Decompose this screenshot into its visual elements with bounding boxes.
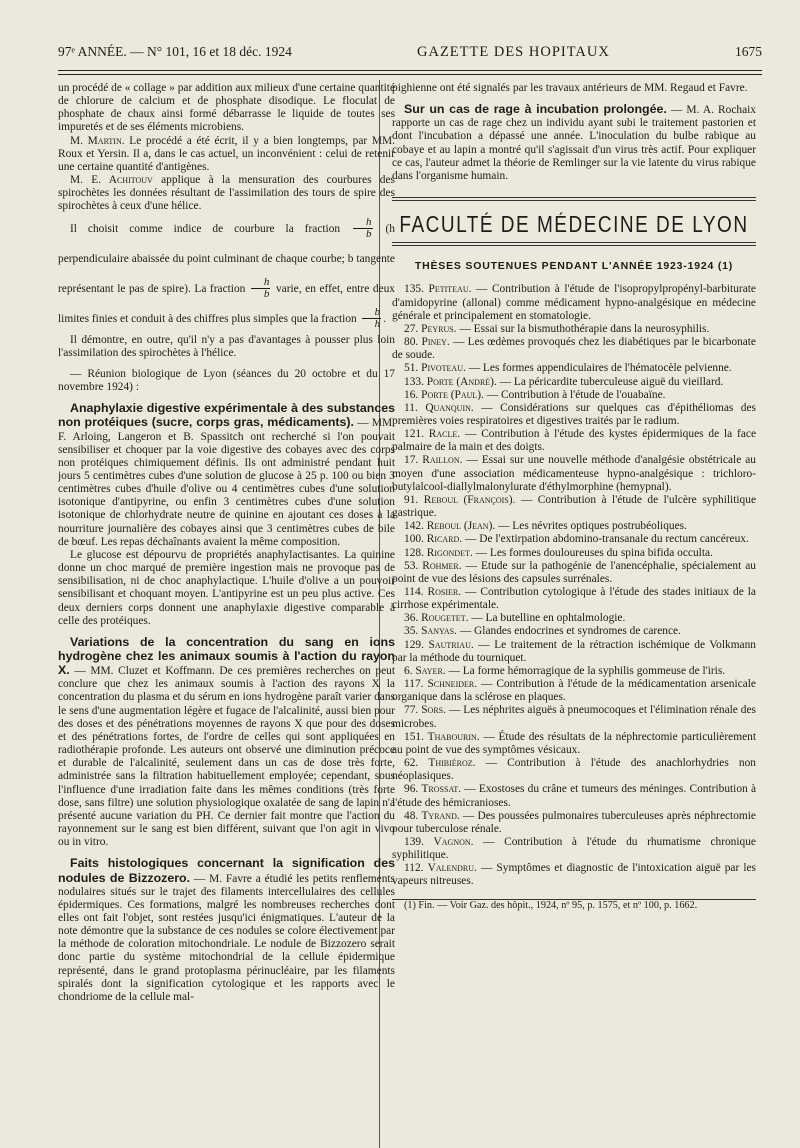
paragraph: un procédé de « collage » par addition aux milieux d'une certaine quantité de chlorure de calcium et de phosphate disodique. Le floculat de phosphate de chaux ainsi formé débarrasse le liquide de toutes ses impuretés et de ses éléments microbiens.	[58, 82, 395, 134]
thesis-entry	[392, 810, 756, 836]
fraction-h-over-b	[353, 217, 373, 240]
section-rule	[392, 242, 756, 246]
thesis-entry	[392, 560, 756, 586]
thesis-author: Petiteau.	[428, 283, 472, 296]
thesis-author: Valendru.	[427, 862, 477, 875]
section-text: — M. Favre a étudié les petits renflements nodulaires situés sur le trajet des filaments intercellulaires des cellules épidermiques. Ces formations, malgré les nombreuses recherches dont elles ont fait l'objet, sont restées jusqu'ici énigmatiques. L'auteur de la note démontre que la substance de ces nodules se colore électivement par la méthode de coloration mitochondriale. Le nodule de Bizzozero serait donc partie du système mitochondrial de la cellule épidermique représenté, dans le grand protoplasma périnucléaire, par les filaments spiralés dont la signification cytologique et les rapports avec le chondriome de la cellule mal-	[58, 872, 395, 1003]
thesis-title: — Les néphrites aiguës à pneumocoques et l'élimination rénale des microbes.	[392, 704, 756, 730]
thesis-title: — Contribution à l'étude de la médicamentation arsenicale organique dans la sclérose en plaques.	[392, 678, 756, 704]
thesis-number: 53.	[404, 559, 419, 572]
thesis-title: — Contribution à l'étude de l'ulcère syphilitique gastrique.	[392, 493, 756, 520]
thesis-entry	[392, 678, 756, 704]
section-rage	[392, 103, 756, 183]
thesis-number: 91.	[404, 493, 419, 506]
thesis-number: 48.	[404, 809, 419, 822]
thesis-title: — Les formes douloureuses du spina bifida occulta.	[472, 546, 713, 559]
thesis-author: Racle.	[428, 428, 461, 441]
thesis-entry	[392, 547, 756, 560]
page-number: 1675	[734, 44, 762, 59]
thesis-author: Reboul (Jean).	[426, 520, 496, 533]
thesis-entry	[392, 836, 756, 862]
thesis-number: 121.	[404, 428, 424, 441]
thesis-number: 142.	[404, 520, 424, 533]
thesis-title: — Exostoses du crâne et tumeurs des méninges. Contribution à l'étude des hémicranioses.	[392, 783, 756, 809]
thesis-number: 6.	[404, 664, 413, 677]
formula-text: (h perpendiculaire abaissée du point culminant de chaque courbe;	[58, 222, 395, 265]
fraction-denominator: h	[362, 318, 382, 330]
thesis-title: — Symptômes et diagnostic de l'intoxication aiguë par les vapeurs nitreuses.	[392, 862, 756, 888]
thesis-number: 80.	[404, 336, 419, 349]
thesis-author: Thabourin.	[427, 730, 480, 743]
fraction-numerator: b	[374, 306, 381, 319]
section-text: — MM. Cluzet et Koffmann. De ces premières recherches on peut conclure que chez les animaux soumis à l'action des rayons X la concentration du plasma et du sérum en ions hydrogène paraît varier dans le sens d'une augmentation légère et fugace de l'alcalinité, aussi bien pour des doses et des pénétrations moyennes de rayons X que pour des doses et des pénétrations fortes, de l'ordre de celles qui sont appliquées en radiothérapie profonde. Les auteurs ont observé une diminution précoce et durable de l'alcalinité, seulement dans un cas de dose très forte, administrée sans la filtration habituellement employée; cependant, sous l'influence d'une irradiation faite dans les mêmes conditions (très forte dose, sans filtre) une solution physiologique oxalatée de sang de lapin n'a présenté aucune variation du PH. Ce dernier fait montre que l'action du rayonnement sur le sang est bien différent, suivant que l'on agit in vivo ou in vitro.	[58, 665, 395, 849]
faculty-title: FACULTÉ DE MÉDECINE DE LYON	[399, 212, 749, 239]
thesis-author: Quanquin.	[425, 401, 474, 414]
thesis-title: — Les formes appendiculaires de l'hématocèle pelvienne.	[465, 362, 732, 375]
formula-text: en effet, entre deux limites finies et conduit à des chiffres plus simples que la fraction	[58, 282, 395, 325]
section-bizzozero	[58, 857, 395, 1004]
thesis-number: 16.	[404, 388, 419, 401]
thesis-author: Rougetet.	[421, 612, 469, 625]
thesis-entry	[392, 283, 756, 322]
speaker-name: M. Martin.	[70, 134, 125, 147]
thesis-title: — Contribution à l'étude des kystes épidermiques de la face palmaire de la main et des doigts.	[392, 428, 756, 454]
thesis-author: Sors.	[421, 704, 446, 717]
thesis-author: Ricard.	[426, 533, 463, 546]
thesis-entry	[392, 454, 756, 493]
header-rule-2	[58, 74, 762, 75]
thesis-entry	[392, 639, 756, 665]
thesis-number: 139.	[404, 835, 424, 848]
thesis-number: 151.	[404, 730, 424, 743]
thesis-number: 128.	[404, 546, 424, 559]
thesis-title: — De l'extirpation abdomino-transanale du rectum cancéreux.	[462, 533, 749, 546]
thesis-author: Vagnon.	[433, 835, 474, 848]
thesis-author: Schneider.	[427, 678, 478, 691]
right-column	[392, 82, 756, 1148]
thesis-title: — Contribution cytologique à l'étude des stades initiaux de la cirrhose expérimentale.	[392, 586, 756, 612]
section-heading: Variations de la concentration du sang en ions hydrogène chez les animaux soumis à l'action du rayon X.	[58, 634, 395, 678]
thesis-entry	[392, 402, 756, 428]
thesis-author: Trossat.	[421, 783, 462, 796]
paragraph-text: applique à la mensuration des courbures des spirochètes les données résultant de l'assimilation des tours de spire des spirochètes à ceux d'une hélice.	[58, 174, 395, 213]
page-header	[58, 44, 762, 66]
section-heading: Faits histologiques concernant la signification des nodules de Bizzozero.	[58, 856, 395, 885]
formula-text: Il choisit comme indice de courbure la fraction	[70, 222, 341, 235]
theses-title: THÈSES SOUTENUES PENDANT L'ANNÉE 1923-1924 (1)	[414, 260, 734, 273]
thesis-number: 114.	[404, 586, 424, 598]
footnote: (1) Fin. — Voir Gaz. des hôpit., 1924, nº 95, p. 1575, et nº 100, p. 1662.	[404, 899, 698, 911]
paragraph: Il démontre, en outre, qu'il n'y a pas d'avantages à pousser plus loin l'assimilation des spirochètes à l'hélice.	[58, 333, 395, 359]
thesis-author: Tyrand.	[421, 809, 460, 822]
thesis-number: 36.	[404, 612, 419, 625]
thesis-entry	[392, 533, 756, 546]
thesis-entry	[392, 625, 756, 638]
thesis-author: Raillon.	[422, 454, 463, 467]
thesis-title: — Contribution à l'étude de l'ouabaïne.	[483, 388, 666, 401]
thesis-author: Rigondet.	[426, 546, 473, 559]
paragraph: — Réunion biologique de Lyon (séances du 20 octobre et du 17 novembre 1924) :	[58, 367, 395, 394]
thesis-title: — Étude des résultats de la néphrectomie particulièrement au point de vue des symptômes vésicaux.	[392, 730, 756, 756]
thesis-title: — Considérations sur quelques cas d'épithéliomas des premières voies respiratoires et digestives traités par le radium.	[392, 401, 756, 427]
thesis-entry	[392, 389, 756, 402]
header-rule	[58, 70, 762, 71]
thesis-title: — Glandes endocrines et syndromes de carence.	[456, 625, 681, 638]
thesis-number: 133.	[404, 375, 424, 388]
thesis-entry	[392, 704, 756, 730]
thesis-number: 100.	[404, 533, 424, 546]
thesis-entry	[392, 362, 756, 375]
formula-paragraph	[58, 214, 395, 334]
thesis-number: 135.	[404, 283, 424, 296]
thesis-title: — Essai sur la bismuthothérapie dans la neurosyphilis.	[456, 322, 710, 335]
section-anaphylaxie	[58, 402, 395, 549]
thesis-title: — La butelline en ophtalmologie.	[468, 612, 626, 625]
thesis-author: Peyrus.	[421, 322, 457, 335]
section-variations	[58, 636, 395, 850]
paragraph-text: Le procédé a été écrit, il y a bien longtemps, par MM. Roux et Yersin. Il a, dans le cas actuel, un inconvénient : celui de retenir une certaine quantité d'antigènes.	[58, 134, 395, 173]
fraction-numerator: h	[366, 216, 372, 229]
formula-text: varie,	[275, 282, 302, 295]
fraction-denominator: b	[353, 228, 373, 240]
thesis-author: Piney.	[421, 336, 450, 349]
thesis-number: 112.	[404, 862, 424, 875]
speaker-name: M. E. Achitouv	[70, 174, 153, 187]
fraction-numerator: h	[263, 276, 270, 289]
thesis-entry	[392, 731, 756, 757]
thesis-author: Thibiéroz.	[428, 757, 476, 770]
thesis-title: — Contribution à l'étude du rhumatisme chronique syphilitique.	[392, 835, 756, 862]
thesis-author: Porte (André).	[426, 375, 497, 388]
thesis-title: — Essai sur une nouvelle méthode d'analgésie obstétricale au moyen d'une association médicamenteuse hypno-analgésique : trichloro-butylalcool-diallylmalonylurate d'éthylmorphine (hemypnal).	[392, 454, 756, 493]
issue-info: 97ᵉ ANNÉE. — N° 101, 16 et 18 déc. 1924	[58, 44, 292, 59]
thesis-author: Rosier.	[427, 586, 462, 598]
thesis-number: 17.	[404, 454, 419, 467]
thesis-author: Reboul (François).	[423, 493, 516, 506]
thesis-author: Rohmer.	[422, 559, 462, 572]
thesis-number: 117.	[404, 678, 424, 691]
thesis-entry	[392, 323, 756, 336]
section-heading: Sur un cas de rage à incubation prolongée.	[404, 102, 667, 117]
thesis-entry	[392, 586, 756, 612]
thesis-number: 35.	[404, 625, 419, 638]
paragraph: Le glucose est dépourvu de propriétés anaphylactisantes. La quinine donne un choc marqué de première ingestion mais ne provoque pas de sensibilisation, ni de choc anaphylactique. L'huile d'olive a un pouvoir sensibilisant et choquant moyen. L'antipyrine est un peu plus active. Ces deux derniers corps donnent une anaphylaxie digestive comparable à celle des protéiques.	[58, 548, 395, 627]
theses-list	[392, 283, 756, 888]
thesis-title: — Etude sur la pathogénie de l'anencéphalie, spécialement au point de vue des lésions des capsules surrénales.	[392, 559, 756, 585]
thesis-author: Porte (Paul).	[421, 388, 484, 401]
fraction-denominator: b	[251, 288, 271, 300]
thesis-title: — Les névrites optiques postrubéoliques.	[495, 520, 687, 533]
thesis-title: — La forme hémorragique de la syphilis gommeuse de l'iris.	[445, 664, 726, 677]
thesis-author: Sayer.	[415, 664, 446, 677]
thesis-entry	[392, 665, 756, 678]
thesis-entry	[392, 336, 756, 362]
thesis-number: 62.	[404, 757, 419, 770]
thesis-entry	[392, 612, 756, 625]
thesis-entry	[392, 520, 756, 533]
thesis-title: — Le traitement de la rétraction ischémique de Volkmann par la méthode du tourniquet.	[392, 638, 756, 664]
thesis-author: Pivoteau.	[421, 362, 466, 375]
thesis-entry	[392, 428, 756, 454]
section-heading: Anaphylaxie digestive expérimentale à des substances non protéiques (sucre, corps gras, médicaments).	[58, 401, 395, 430]
formula-text: .	[383, 312, 386, 325]
journal-title: GAZETTE DES HOPITAUX	[417, 44, 610, 60]
thesis-title: — Les œdèmes provoqués chez les diabétiques par le bicarbonate de soude.	[392, 336, 756, 362]
thesis-number: 11.	[404, 401, 418, 414]
thesis-title: — Des poussées pulmonaires tuberculeuses après néphrectomie pour tuberculose rénale.	[392, 809, 756, 835]
thesis-author: Sanyas.	[421, 625, 457, 638]
thesis-entry	[392, 783, 756, 809]
section-rule	[392, 197, 756, 201]
thesis-number: 51.	[404, 362, 419, 375]
thesis-number: 77.	[404, 704, 419, 717]
left-column	[58, 82, 395, 1148]
thesis-title: — La péricardite tuberculeuse aiguë du vieillard.	[496, 375, 724, 388]
thesis-entry	[392, 376, 756, 389]
thesis-title: — Contribution à l'étude de l'isopropylpropényl-barbiturate d'amidopyrine (allonal) comme médicament hypno-analgésique en médecine générale et principalement en stomatologie.	[392, 283, 756, 322]
fraction-b-over-h	[362, 307, 382, 330]
paragraph	[58, 135, 395, 174]
thesis-entry	[392, 494, 756, 520]
paragraph: pighienne ont été signalés par les travaux antérieurs de MM. Regaud et Favre.	[392, 82, 748, 94]
thesis-entry	[392, 757, 756, 783]
thesis-entry	[392, 862, 756, 888]
fraction-h-over-b	[251, 277, 271, 300]
paragraph	[58, 174, 395, 213]
thesis-title: — Contribution à l'étude des anachlorhydries non néoplasiques.	[392, 757, 756, 783]
thesis-number: 129.	[404, 638, 424, 651]
thesis-author: Sautriau.	[428, 638, 474, 651]
section-text: — M. A. Rochaix rapporte un cas de rage chez un individu ayant subi le traitement pastorien et dont l'incubation a dépassé une année. L'inoculation du bulbe rabique au cobaye et au lapin a montré qu'il s'agissait d'un virus très actif. Pour expliquer ce cas, l'auteur admet la théorie de Remlinger sur la vie latente du virus rabique dans l'organisme humain.	[392, 104, 756, 182]
formula-text: b tangente représentant le pas de spire). La fraction	[58, 252, 395, 295]
thesis-number: 96.	[404, 783, 419, 796]
section-text: — MM. F. Arloing, Langeron et B. Spassitch ont recherché si l'on pouvait sensibiliser et choquer par la voie digestive des cobayes avec des corps non protéiques chimiquement définis. Ils ont administré pendant huit jours 5 centimètres cubes d'une solution de glucose à 25 p. 100 ou bien 3 centimètres cubes d'huile d'olive ou 4 centimètres cubes d'une solution isotonique d'antipyrine, ou enfin 3 centimètres cubes d'une solution isotonique de chlorhydrate neutre de quinine en ajoutant ces doses à la nourriture journalière des cobayes ainsi que 3 centimètres cubes de bile de bœuf. Les repas déchaînants avaient la même composition.	[58, 417, 395, 548]
thesis-number: 27.	[404, 322, 419, 335]
